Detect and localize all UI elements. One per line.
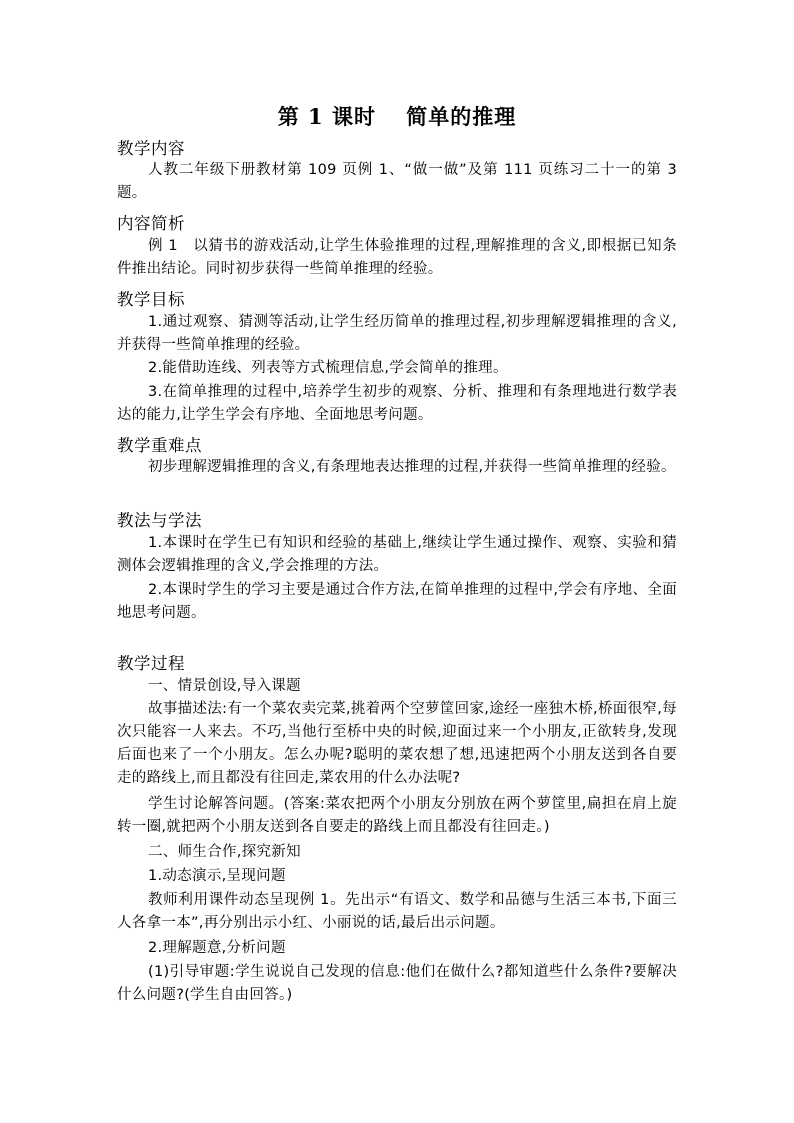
heading-content-analysis: 内容简析 <box>117 214 185 233</box>
paragraph-key-points: 初步理解逻辑推理的含义,有条理地表达推理的过程,并获得一些简单推理的经验。 <box>148 459 676 475</box>
paragraph-goal-2: 2.能借助连线、列表等方式梳理信息,学会简单的推理。 <box>148 360 508 376</box>
heading-teaching-content: 教学内容 <box>117 139 185 158</box>
page-title: 第 1 课时 简单的推理 <box>277 104 517 129</box>
paragraph-step-2-1: 1.动态演示,呈现问题 <box>148 868 286 884</box>
paragraph-step-1: 一、情景创设,导入课题 <box>148 678 301 694</box>
paragraph-step-2-2: 2.理解题意,分析问题 <box>148 940 286 956</box>
paragraph-method-2: 2.本课时学生的学习主要是通过合作方法,在简单推理的过程中,学会有序地、全面地思考问题。 <box>117 582 677 621</box>
paragraph-goal-3: 3.在简单推理的过程中,培养学生初步的观察、分析、推理和有条理地进行数学表达的能力,让学生学会有序地、全面地思考问题。 <box>117 384 677 423</box>
heading-teaching-process: 教学过程 <box>117 654 185 673</box>
paragraph-method-1: 1.本课时在学生已有知识和经验的基础上,继续让学生通过操作、观察、实验和猜测体会逻辑推理的含义,学会推理的方法。 <box>117 535 677 574</box>
heading-key-points: 教学重难点 <box>117 436 202 455</box>
paragraph-demo: 教师利用课件动态呈现例 1。先出示“有语文、数学和品德与生活三本书,下面三人各拿一本”,再分别出示小红、小丽说的话,最后出示问题。 <box>117 892 677 931</box>
paragraph-discussion: 学生讨论解答问题。(答案:菜农把两个小朋友分别放在两个萝筐里,扁担在肩上旋转一圈,就把两个小朋友送到各自要走的路线上而且都没有往回走。) <box>117 796 677 835</box>
heading-teaching-goals: 教学目标 <box>117 290 185 309</box>
heading-methods: 教法与学法 <box>117 511 202 530</box>
paragraph-step-2: 二、师生合作,探究新知 <box>148 844 301 860</box>
paragraph-goal-1: 1.通过观察、猜测等活动,让学生经历简单的推理过程,初步理解逻辑推理的含义,并获得一些简单推理的经验。 <box>117 314 677 353</box>
paragraph-content-analysis: 例 1 以猜书的游戏活动,让学生体验推理的过程,理解推理的含义,即根据已知条件推出结论。同时初步获得一些简单推理的经验。 <box>117 238 677 277</box>
paragraph-teaching-content: 人教二年级下册教材第 109 页例 1、“做一做”及第 111 页练习二十一的第 3 题。 <box>117 162 677 201</box>
paragraph-story: 故事描述法:有一个菜农卖完菜,挑着两个空萝筐回家,途经一座独木桥,桥面很窄,每次只能容一人来去。不巧,当他行至桥中央的时候,迎面过来一个小朋友,正欲转身,发现后面也来了一个小朋友。怎么办呢?聪明的菜农想了想,迅速把两个小朋友送到各自要走的路线上,而且都没有往回走,菜农用的什么办法呢? <box>117 701 677 786</box>
paragraph-guided-review: (1)引导审题:学生说说自己发现的信息:他们在做什么?都知道些什么条件?要解决什么问题?(学生自由回答。) <box>117 964 677 1003</box>
